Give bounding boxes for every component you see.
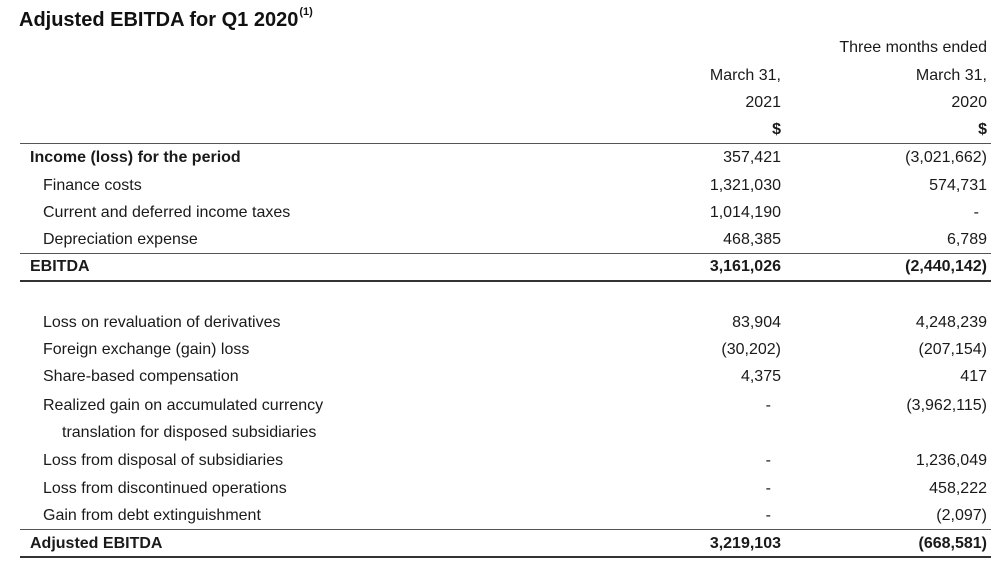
row-share-2020: 417	[960, 368, 987, 385]
col1-year: 2021	[745, 94, 781, 111]
period-header: Three months ended	[839, 39, 987, 56]
row-finance-label: Finance costs	[43, 177, 142, 194]
row-derivatives-label: Loss on revaluation of derivatives	[43, 314, 281, 331]
row-income-2021: 357,421	[723, 149, 781, 166]
row-ebitda-2020: (2,440,142)	[905, 258, 987, 275]
row-fx-2021: (30,202)	[721, 341, 781, 358]
row-ebitda-2021: 3,161,026	[709, 258, 781, 275]
title-text: Adjusted EBITDA for Q1 2020	[19, 9, 299, 31]
row-disposal-2021: -	[765, 452, 771, 469]
row-debt-2020: (2,097)	[936, 507, 987, 524]
row-discontinued-label: Loss from discontinued operations	[43, 480, 287, 497]
row-depreciation-2021: 468,385	[723, 231, 781, 248]
row-disposal-2020: 1,236,049	[915, 452, 987, 469]
col2-year: 2020	[951, 94, 987, 111]
row-derivatives-2020: 4,248,239	[915, 314, 987, 331]
col1-unit: $	[772, 121, 781, 138]
ebitda-top-divider	[20, 253, 991, 254]
ebitda-bottom-divider	[20, 280, 991, 282]
row-realized-2020: (3,962,115)	[906, 397, 987, 414]
row-adjusted-label: Adjusted EBITDA	[30, 535, 163, 552]
page-title	[19, 6, 313, 32]
row-adjusted-2020: (668,581)	[918, 535, 987, 552]
row-disposal-label: Loss from disposal of subsidiaries	[43, 452, 284, 469]
row-debt-2021: -	[765, 507, 771, 524]
row-realized-label: Realized gain on accumulated currency	[43, 397, 324, 414]
row-derivatives-2021: 83,904	[732, 314, 781, 331]
col1-month: March 31,	[709, 67, 781, 84]
row-share-2021: 4,375	[740, 368, 781, 385]
row-finance-2021: 1,321,030	[709, 177, 781, 194]
row-income-label: Income (loss) for the period	[30, 149, 241, 166]
row-taxes-label: Current and deferred income taxes	[43, 204, 291, 221]
row-fx-label: Foreign exchange (gain) loss	[43, 341, 250, 358]
row-income-2020: (3,021,662)	[905, 149, 987, 166]
adjusted-top-divider	[20, 529, 991, 530]
row-discontinued-2020: 458,222	[929, 480, 987, 497]
row-realized-label-cont: translation for disposed subsidiaries	[62, 424, 317, 441]
row-fx-2020: (207,154)	[918, 341, 987, 358]
title-footnote: (1)	[299, 6, 313, 18]
col2-unit: $	[978, 121, 987, 138]
row-adjusted-2021: 3,219,103	[709, 535, 781, 552]
row-debt-label: Gain from debt extinguishment	[43, 507, 261, 524]
col2-month: March 31,	[915, 67, 987, 84]
row-depreciation-label: Depreciation expense	[43, 231, 198, 248]
row-depreciation-2020: 6,789	[946, 231, 987, 248]
row-share-label: Share-based compensation	[43, 368, 239, 385]
row-discontinued-2021: -	[765, 480, 771, 497]
row-taxes-2021: 1,014,190	[709, 204, 781, 221]
header-divider	[20, 143, 991, 144]
row-ebitda-label: EBITDA	[30, 258, 90, 275]
row-realized-2021: -	[765, 397, 771, 414]
row-finance-2020: 574,731	[929, 177, 987, 194]
adjusted-bottom-divider	[20, 556, 991, 558]
row-taxes-2020: -	[973, 204, 979, 221]
